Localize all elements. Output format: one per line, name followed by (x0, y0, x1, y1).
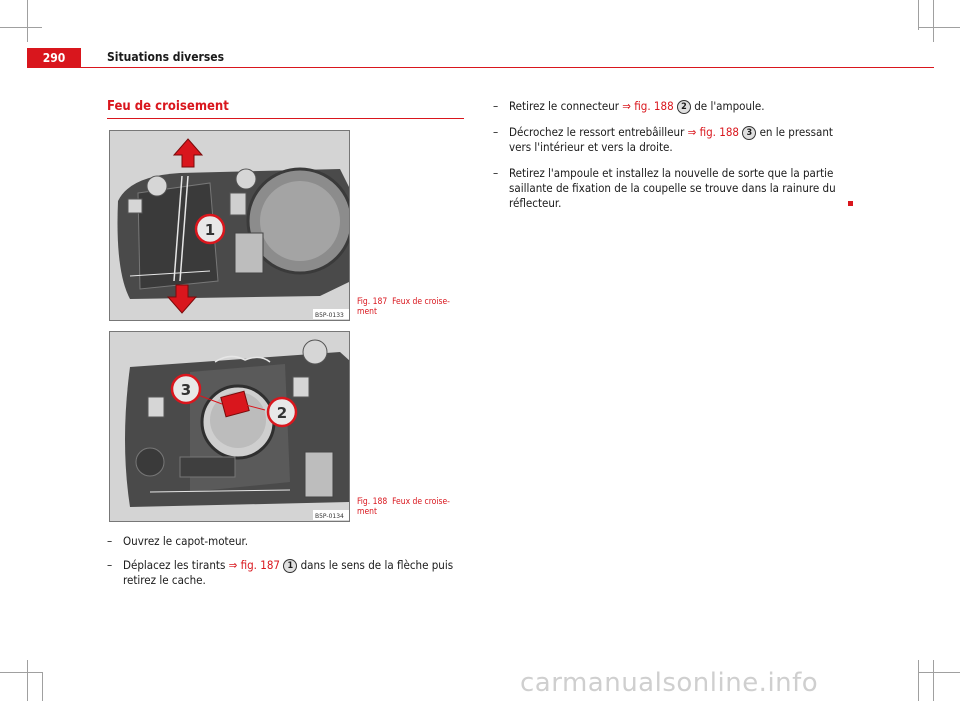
figure-link[interactable]: ⇒ fig. 187 (228, 558, 280, 572)
headlight-illustration (110, 332, 350, 522)
callout-ref-2: 2 (677, 100, 691, 114)
callout-1: 1 (204, 221, 216, 239)
figure-code: B5P-0133 (315, 312, 344, 319)
step-dash: – (493, 166, 499, 180)
page-title: Situations diverses (107, 50, 225, 64)
caption-text: Feux de croise- (392, 497, 450, 507)
step-dash: – (107, 558, 113, 572)
figure-188-caption (357, 497, 467, 517)
caption-text: ment (357, 307, 378, 317)
section-end-marker (848, 201, 853, 206)
step-move-tie-rods (107, 558, 467, 588)
figure-187-caption (357, 297, 467, 317)
caption-text: ment (357, 507, 378, 517)
step-text: Déplacez les tirants (123, 558, 229, 572)
figure-187-headlight-cover (109, 130, 350, 321)
section-divider (107, 118, 464, 119)
caption-number: Fig. 187 (357, 297, 388, 307)
callout-2: 2 (276, 404, 288, 422)
crop-mark (918, 660, 919, 701)
crop-mark (933, 660, 934, 701)
callout-ref-1: 1 (283, 559, 297, 573)
crop-mark (27, 660, 28, 701)
step-text: Ouvrez le capot-moteur. (123, 534, 249, 548)
step-text: Retirez le connecteur (509, 99, 623, 113)
callout-ref-3: 3 (742, 126, 756, 140)
crop-mark (918, 672, 960, 673)
page-number: 290 (27, 48, 81, 68)
crop-mark (933, 0, 934, 42)
watermark: carmanualsonline.info (520, 668, 819, 698)
step-dash: – (107, 534, 113, 548)
step-dash: – (493, 125, 499, 139)
crop-mark (27, 0, 28, 42)
header-divider (27, 67, 934, 68)
figure-link[interactable]: ⇒ fig. 188 (622, 99, 674, 113)
crop-mark (0, 672, 42, 673)
section-title: Feu de croisement (107, 99, 229, 114)
figure-188-headlight-bulb (109, 331, 350, 522)
step-unhook-spring (493, 125, 853, 155)
crop-mark (0, 27, 42, 28)
headlight-illustration (110, 131, 350, 321)
caption-text: Feux de croise- (392, 297, 450, 307)
callout-3: 3 (180, 381, 192, 399)
step-text: de l'ampoule. (690, 99, 765, 113)
step-open-hood (107, 534, 467, 549)
figure-code: B5P-0134 (315, 513, 344, 520)
crop-mark (42, 672, 43, 701)
step-text: Retirez l'ampoule et installez la nouvelle de sorte que la partie saillante de fixation de la coupelle se trouve dans la rainure du réflecteur. (509, 166, 836, 210)
step-text: dans le sens de la flèche puis retirez le cache. (123, 558, 454, 587)
step-text: Décrochez le ressort entrebâilleur (509, 125, 688, 139)
crop-mark (918, 27, 960, 28)
step-replace-bulb (493, 166, 853, 211)
step-text: en le pressant vers l'intérieur et vers la droite. (509, 125, 833, 154)
step-dash: – (493, 99, 499, 113)
crop-mark (918, 0, 919, 30)
figure-link[interactable]: ⇒ fig. 188 (687, 125, 739, 139)
step-remove-connector (493, 99, 853, 114)
caption-number: Fig. 188 (357, 497, 388, 507)
